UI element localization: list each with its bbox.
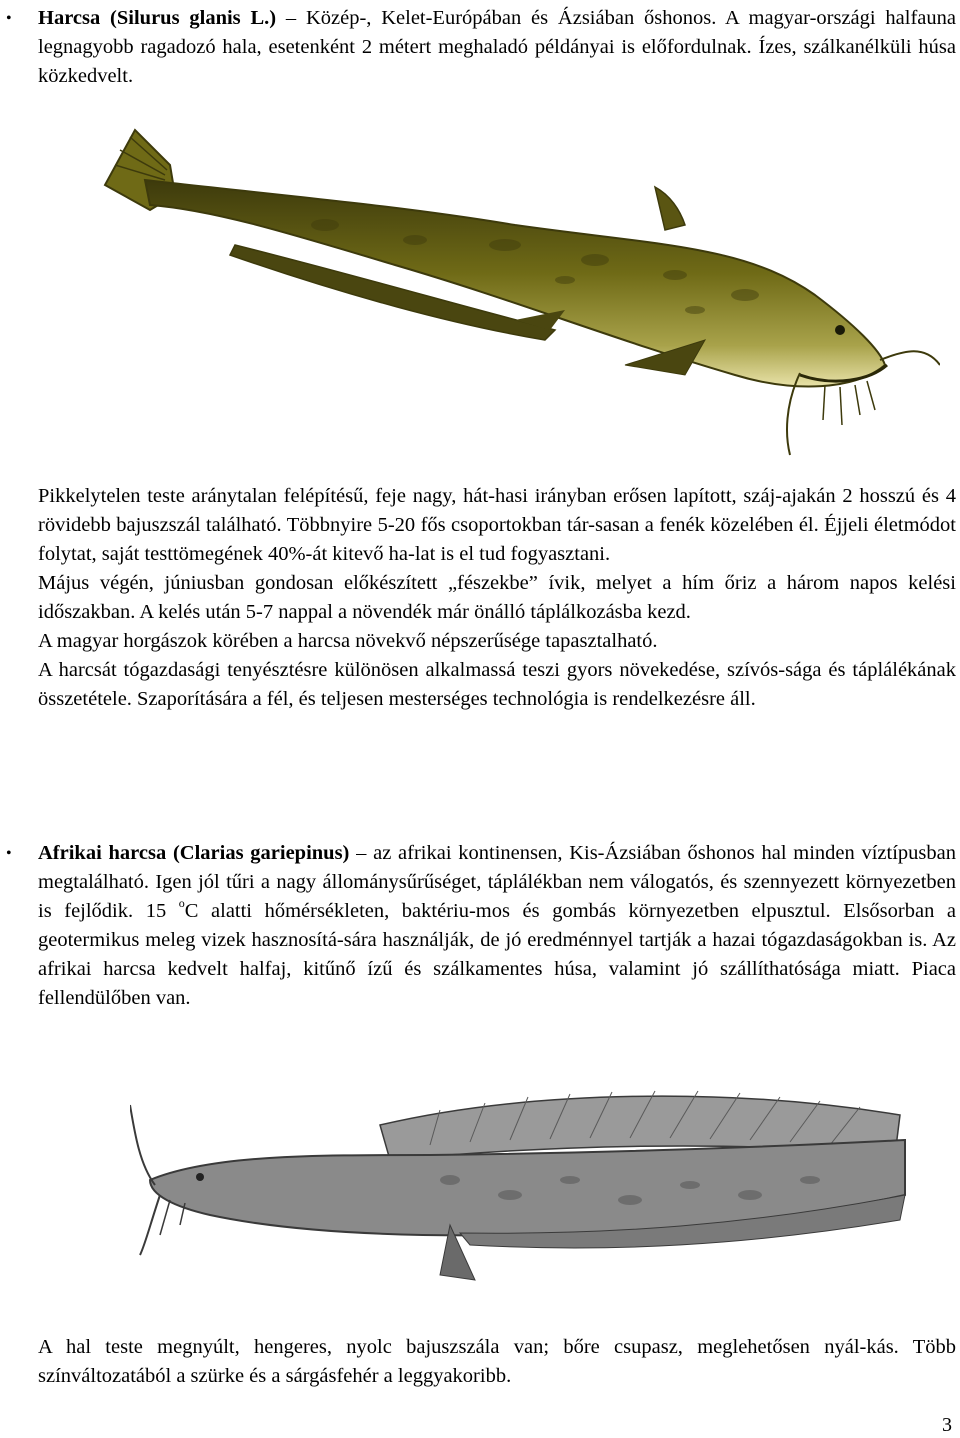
intro-text: – Közép-, Kelet-Európában és Ázsiában őshonos. A magyar-országi halfauna legnagyobb ragadozó hala, esetenként 2 métert meghaladó példányai is előfordulnak. Ízes, szálkanélküli húsa közkedvelt. [38, 7, 956, 87]
section2-intro [38, 839, 956, 1013]
body-text: A harcsát tógazdasági tenyésztésre különösen alkalmassá teszi gyors növekedése, szívós-sága és táplálékának összetétele. Szaporítására a fél, és teljesen mesterséges technológia is rendelkezésre áll. [38, 659, 956, 710]
intro-text: – az afrikai kontinensen, Kis-Ázsiában őshonos hal minden víztípusban megtalálható. Igen jól tűri a nagy állománysűrűséget, táplálékban nem válogatós, és szennyezett környezetben is fejlődik. 15 [38, 842, 956, 922]
species-title: Afrikai harcsa (Clarias gariepinus) [38, 842, 350, 864]
body-text: Május végén, júniusban gondosan előkészített „fészekbe” ívik, melyet a hím őriz a három napos kelési időszakban. A kelés után 5-7 nappal a növendék már önálló táplálkozásba kezd. [38, 572, 956, 623]
afrikai-harcsa-illustration [130, 1085, 910, 1300]
bullet: • [6, 845, 12, 862]
afrikai-harcsa-description: A hal teste megnyúlt, hengeres, nyolc bajuszszála van; bőre csupasz, meglehetősen nyál-kás. Több színváltozatából a szürke és a sárgásfehér a leggyakoribb. [38, 1336, 956, 1387]
harcsa-description [38, 482, 956, 714]
intro-text: C alatti hőmérsékleten, baktériu-mos és gombás környezetben elpusztul. Elsősorban a geotermikus meleg vizek hasznosítá-sára használják, de jó eredménnyel tartják a hazai tógazdaságokban is. Az afrikai harcsa kedvelt halfaj, kitűnő ízű és szálkamentes húsa, valamint jó szállíthatósága miatt. Piaca fellendülőben van. [38, 900, 956, 1009]
body-text: Pikkelytelen teste aránytalan felépítésű, feje nagy, hát-hasi irányban erősen lapított, száj-ajakán 2 hosszú és 4 rövidebb bajuszszál található. Többnyire 5-20 fős csoportokban tár-sasan a fenék közelében él. Éjjeli életmódot folytat, saját testtömegének 40%-át kitevő ha-lat is el tud fogyasztani. [38, 485, 956, 565]
page-number: 3 [942, 1414, 952, 1436]
harcsa-illustration [95, 125, 940, 460]
body-text: A magyar horgászok körében a harcsa növekvő népszerűsége tapasztalható. [38, 630, 658, 652]
bullet: • [6, 10, 12, 27]
species-title: Harcsa (Silurus glanis L.) [38, 7, 277, 29]
section1-intro [38, 4, 956, 91]
degree-sign: o [178, 896, 185, 911]
